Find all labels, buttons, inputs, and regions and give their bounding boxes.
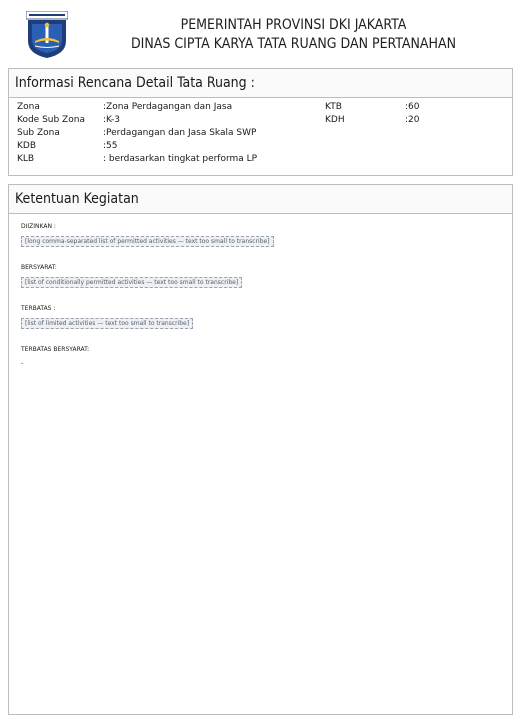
kode-sub-zona-value: :K-3 [103,115,120,125]
rdtr-info-grid [9,98,512,176]
ktb-label: KTB [325,102,342,112]
provincial-crest-icon [26,11,68,58]
activity-rules-body [9,214,512,368]
limited-heading: TERBATAS : [21,305,56,312]
sub-zona-value: :Perdagangan dan Jasa Skala SWP [103,128,257,138]
conditional-activities-text [21,277,500,288]
limited-activities-text [21,318,500,329]
letterhead [8,6,513,64]
activity-rules-title: Ketentuan Kegiatan [9,185,512,214]
limited-conditional-text: - [21,360,24,367]
allowed-heading: DIIZINKAN : [21,223,56,230]
conditional-activities-text-placeholder: [list of conditionally permitted activities — text too small to transcribe] [21,277,242,288]
kode-sub-zona-label: Kode Sub Zona [17,115,85,125]
klb-value: : berdasarkan tingkat performa LP [103,154,258,164]
header-line-2: DINAS CIPTA KARYA TATA RUANG DAN PERTANAHAN [130,36,457,52]
limited-conditional-heading: TERBATAS BERSYARAT: [21,346,90,353]
header-line-1: PEMERINTAH PROVINSI DKI JAKARTA [180,17,407,33]
conditional-heading: BERSYARAT: [21,264,57,271]
limited-activities-text-placeholder: [list of limited activities — text too small to transcribe] [21,318,193,329]
kdb-label: KDB [17,141,37,151]
zona-value: :Zona Perdagangan dan Jasa [103,102,233,112]
allowed-activities-text [21,236,500,247]
sub-zona-label: Sub Zona [17,128,60,138]
rdtr-info-title: Informasi Rencana Detail Tata Ruang : [9,69,512,98]
ktb-value: :60 [405,102,420,112]
allowed-activities-text-placeholder: [long comma-separated list of permitted activities — text too small to transcribe] [21,236,274,247]
kdh-label: KDH [325,115,345,125]
kdh-value: :20 [405,115,420,125]
activity-rules-box [8,184,513,715]
zona-label: Zona [17,102,40,112]
rdtr-info-box [8,68,513,176]
klb-label: KLB [17,154,35,164]
kdb-value: :55 [103,141,118,151]
